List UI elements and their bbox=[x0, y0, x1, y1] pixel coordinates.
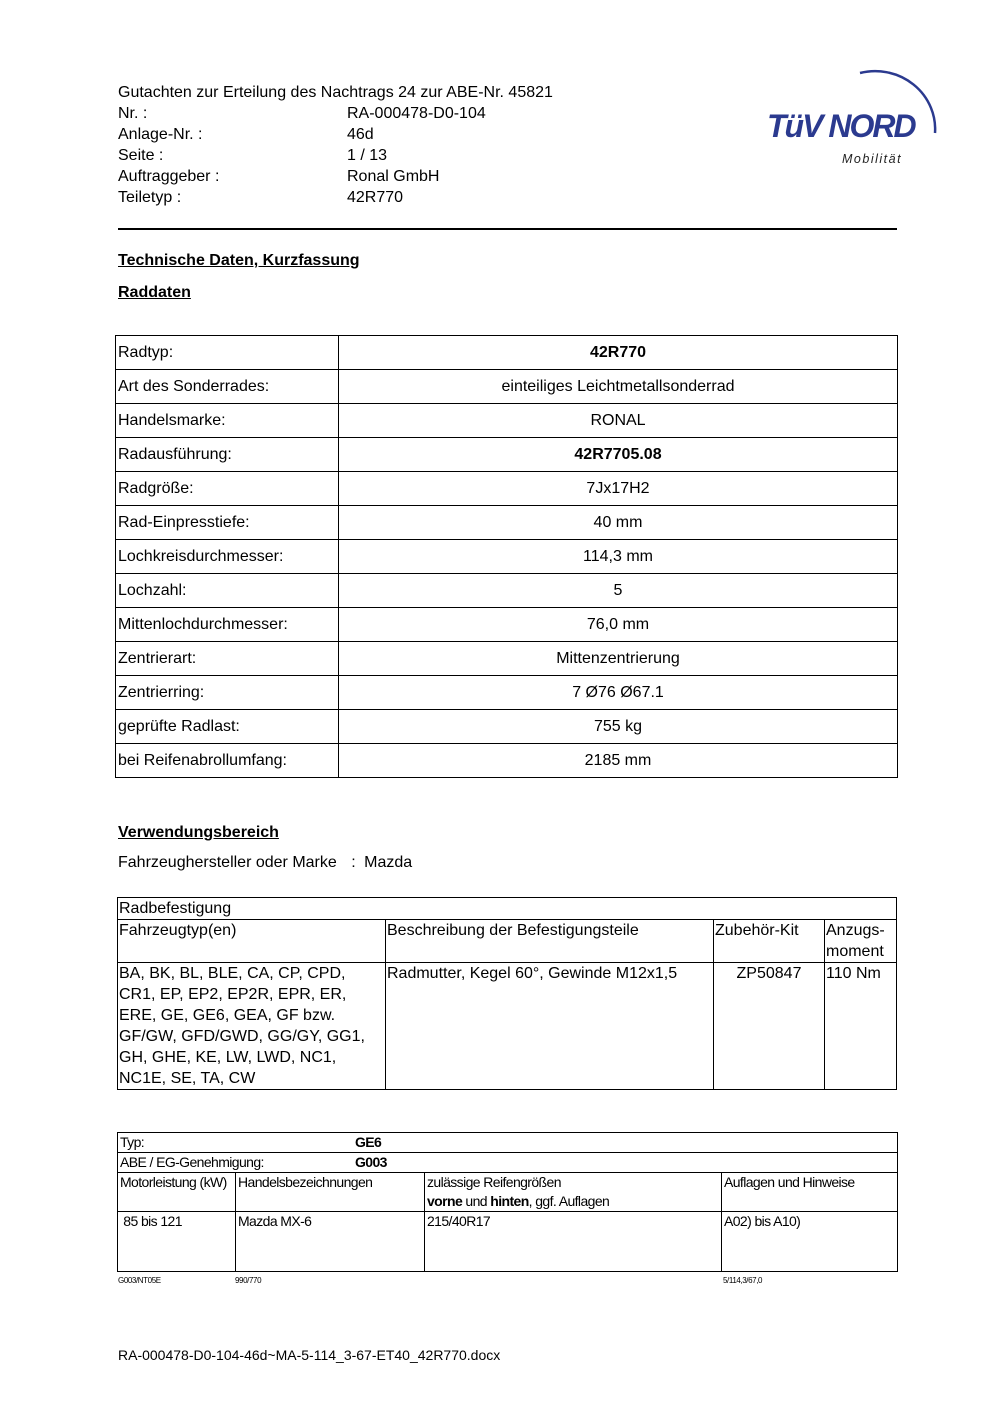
abe-value: G003 bbox=[355, 1154, 387, 1170]
raddaten-row bbox=[116, 336, 898, 370]
cell-reifengroesse: 215/40R17 bbox=[425, 1212, 722, 1272]
hersteller-label: Fahrzeughersteller oder Marke bbox=[118, 854, 337, 871]
raddaten-value: 755 kg bbox=[339, 710, 898, 744]
typ-value: GE6 bbox=[355, 1134, 382, 1150]
hersteller-separator: : bbox=[351, 854, 356, 871]
raddaten-value: 40 mm bbox=[339, 506, 898, 540]
header-reifengroessen: zulässige Reifengrößen vorne und hinten, ggf. Auflagen bbox=[425, 1173, 722, 1212]
header-fahrzeugtypen: Fahrzeugtyp(en) bbox=[118, 920, 386, 963]
typ-label: Typ: bbox=[120, 1134, 145, 1150]
raddaten-label: Lochzahl: bbox=[116, 574, 339, 608]
raddaten-label: Rad-Einpresstiefe: bbox=[116, 506, 339, 540]
header-row-seite: Seite : 1 / 13 bbox=[118, 147, 388, 164]
typ-header-row bbox=[118, 1173, 898, 1212]
fahrzeughersteller-line bbox=[118, 854, 412, 872]
cell-fahrzeugtypen: BA, BK, BL, BLE, CA, CP, CPD, CR1, EP, EP2, EP2R, EPR, ER, ERE, GE, GE6, GEA, GF bzw. GF/GW, GFD/GWD, GG/GY, GG1, GH, GHE, KE, LW, LWD, NC1, NC1E, SE, TA, CW bbox=[118, 963, 386, 1090]
raddaten-label: Lochkreisdurchmesser: bbox=[116, 540, 339, 574]
raddaten-row bbox=[116, 608, 898, 642]
raddaten-row bbox=[116, 642, 898, 676]
raddaten-table bbox=[115, 335, 898, 778]
hersteller-value: Mazda bbox=[364, 854, 413, 871]
cell-auflagen: A02) bis A10) bbox=[722, 1212, 898, 1272]
typ-data-row bbox=[118, 1212, 898, 1272]
logo-subtitle: Mobilität bbox=[842, 152, 903, 166]
raddaten-row bbox=[116, 472, 898, 506]
document-title: Gutachten zur Erteilung des Nachtrags 24 zur ABE-Nr. 45821 bbox=[118, 84, 553, 101]
logo-brand: TüV NORD bbox=[767, 108, 915, 144]
raddaten-label: Radtyp: bbox=[116, 336, 339, 370]
raddaten-value: 114,3 mm bbox=[339, 540, 898, 574]
raddaten-label: Handelsmarke: bbox=[116, 404, 339, 438]
raddaten-value: 5 bbox=[339, 574, 898, 608]
raddaten-value: 2185 mm bbox=[339, 744, 898, 778]
section-verwendungsbereich: Verwendungsbereich bbox=[118, 824, 279, 841]
raddaten-value: 7Jx17H2 bbox=[339, 472, 898, 506]
section-technische-daten: Technische Daten, Kurzfassung bbox=[118, 252, 360, 269]
header-row-anlage: Anlage-Nr. : 46d bbox=[118, 126, 374, 143]
raddaten-row bbox=[116, 506, 898, 540]
raddaten-row bbox=[116, 370, 898, 404]
document-header bbox=[118, 82, 553, 208]
raddaten-value: 76,0 mm bbox=[339, 608, 898, 642]
typ-row bbox=[118, 1133, 898, 1153]
raddaten-row bbox=[116, 710, 898, 744]
radbefestigung-table bbox=[117, 897, 897, 1090]
cell-anzugsmoment: 110 Nm bbox=[825, 963, 897, 1090]
cell-motorleistung: 85 bis 121 bbox=[118, 1212, 236, 1272]
raddaten-label: Radausführung: bbox=[116, 438, 339, 472]
raddaten-row bbox=[116, 744, 898, 778]
raddaten-value: 42R7705.08 bbox=[339, 438, 898, 472]
header-row-nr: Nr. : RA-000478-D0-104 bbox=[118, 105, 486, 122]
header-zubehoer-kit: Zubehör-Kit bbox=[714, 920, 825, 963]
code-990: 990/770 bbox=[235, 1276, 262, 1285]
code-g003: G003/NT05E bbox=[118, 1276, 161, 1285]
raddaten-row bbox=[116, 438, 898, 472]
header-row-teiletyp: Teiletyp : 42R770 bbox=[118, 189, 404, 206]
code-lochkreis: 5/114,3/67,0 bbox=[723, 1276, 763, 1285]
typ-table bbox=[117, 1132, 898, 1272]
raddaten-label: Mittenlochdurchmesser: bbox=[116, 608, 339, 642]
raddaten-value: 7 Ø76 Ø67.1 bbox=[339, 676, 898, 710]
raddaten-label: geprüfte Radlast: bbox=[116, 710, 339, 744]
raddaten-value: RONAL bbox=[339, 404, 898, 438]
raddaten-value: Mittenzentrierung bbox=[339, 642, 898, 676]
abe-row bbox=[118, 1153, 898, 1173]
header-divider bbox=[118, 228, 897, 230]
raddaten-row bbox=[116, 404, 898, 438]
cell-handelsbezeichnung: Mazda MX-6 bbox=[236, 1212, 425, 1272]
raddaten-row bbox=[116, 574, 898, 608]
abe-label: ABE / EG-Genehmigung: bbox=[120, 1154, 264, 1170]
tuev-nord-logo bbox=[765, 58, 945, 173]
cell-zubehoer-kit: ZP50847 bbox=[714, 963, 825, 1090]
section-raddaten: Raddaten bbox=[118, 284, 191, 301]
raddaten-label: Radgröße: bbox=[116, 472, 339, 506]
radbefestigung-data-row bbox=[118, 963, 897, 1090]
raddaten-value: 42R770 bbox=[339, 336, 898, 370]
header-beschreibung: Beschreibung der Befestigungsteile bbox=[386, 920, 714, 963]
raddaten-label: bei Reifenabrollumfang: bbox=[116, 744, 339, 778]
raddaten-value: einteiliges Leichtmetallsonderrad bbox=[339, 370, 898, 404]
radbefestigung-caption-row bbox=[118, 898, 897, 920]
header-motorleistung: Motorleistung (kW) bbox=[118, 1173, 236, 1212]
header-anzugsmoment: Anzugs- moment bbox=[825, 920, 897, 963]
raddaten-row bbox=[116, 676, 898, 710]
raddaten-label: Zentrierart: bbox=[116, 642, 339, 676]
raddaten-label: Art des Sonderrades: bbox=[116, 370, 339, 404]
raddaten-row bbox=[116, 540, 898, 574]
header-auflagen: Auflagen und Hinweise bbox=[722, 1173, 898, 1212]
cell-beschreibung: Radmutter, Kegel 60°, Gewinde M12x1,5 bbox=[386, 963, 714, 1090]
raddaten-label: Zentrierring: bbox=[116, 676, 339, 710]
radbefestigung-caption: Radbefestigung bbox=[118, 898, 897, 920]
footer-filename: RA-000478-D0-104-46d~MA-5-114_3-67-ET40_42R770.docx bbox=[118, 1347, 501, 1363]
radbefestigung-header-row bbox=[118, 920, 897, 963]
header-handelsbezeichnungen: Handelsbezeichnungen bbox=[236, 1173, 425, 1212]
header-row-auftraggeber: Auftraggeber : Ronal GmbH bbox=[118, 168, 440, 185]
